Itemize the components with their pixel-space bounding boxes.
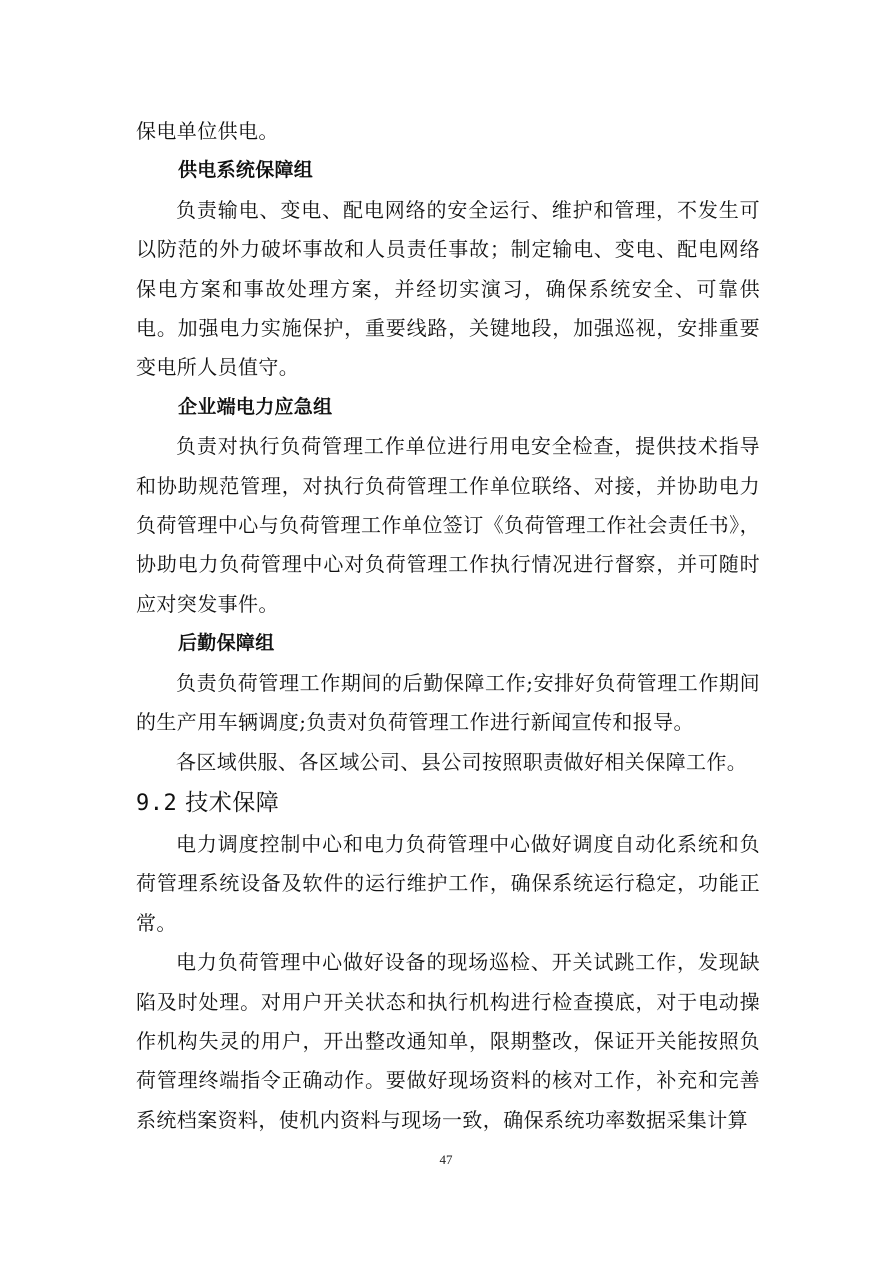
- subheading-power-supply-group: 供电系统保障组: [178, 159, 314, 182]
- paragraph-regional-support: 各区域供服、各区域公司、县公司按照职责做好相关保障工作。: [176, 749, 748, 774]
- paragraph-logistics-duties: 负责负荷管理工作期间的后勤保障工作;安排好负荷管理工作期间的生产用车辆调度;负责对负荷管理工作进行新闻宣传和报导。: [136, 670, 760, 735]
- section-number: 9.2: [136, 790, 178, 816]
- section-title: 技术保障: [185, 789, 280, 816]
- paragraph-continuation: 保电单位供电。: [136, 119, 279, 143]
- page-number: 47: [439, 1152, 453, 1167]
- subheading-enterprise-emergency-group: 企业端电力应急组: [178, 395, 333, 418]
- paragraph-power-supply-duties: 负责输电、变电、配电网络的安全运行、维护和管理，不发生可以防范的外力破坏事故和人员责任事故；制定输电、变电、配电网络保电方案和事故处理方案，并经切实演习，确保系统安全、可靠供电。加强电力实施保护，重要线路，关键地段，加强巡视，安排重要变电所人员值守。: [136, 197, 760, 380]
- subheading-logistics-group: 后勤保障组: [178, 632, 275, 655]
- paragraph-system-maintenance: 电力调度控制中心和电力负荷管理中心做好调度自动化系统和负荷管理系统设备及软件的运行维护工作，确保系统运行稳定，功能正常。: [136, 831, 760, 935]
- page-content: [136, 112, 760, 1140]
- paragraph-field-inspection: 电力负荷管理中心做好设备的现场巡检、开关试跳工作，发现缺陷及时处理。对用户开关状态和执行机构进行检查摸底，对于电动操作机构失灵的用户，开出整改通知单，限期整改，保证开关能按照负荷管理终端指令正确动作。要做好现场资料的核对工作，补充和完善系统档案资料，使机内资料与现场一致，确保系统功率数据采集计算: [136, 950, 760, 1132]
- section-heading: [136, 782, 760, 825]
- paragraph-enterprise-emergency-duties: 负责对执行负荷管理工作单位进行用电安全检查，提供技术指导和协助规范管理，对执行负荷管理工作单位联络、对接，并协助电力负荷管理中心与负荷管理工作单位签订《负荷管理工作社会责任书》，协助电力负荷管理中心对负荷管理工作执行情况进行督察，并可随时应对突发事件。: [136, 434, 760, 616]
